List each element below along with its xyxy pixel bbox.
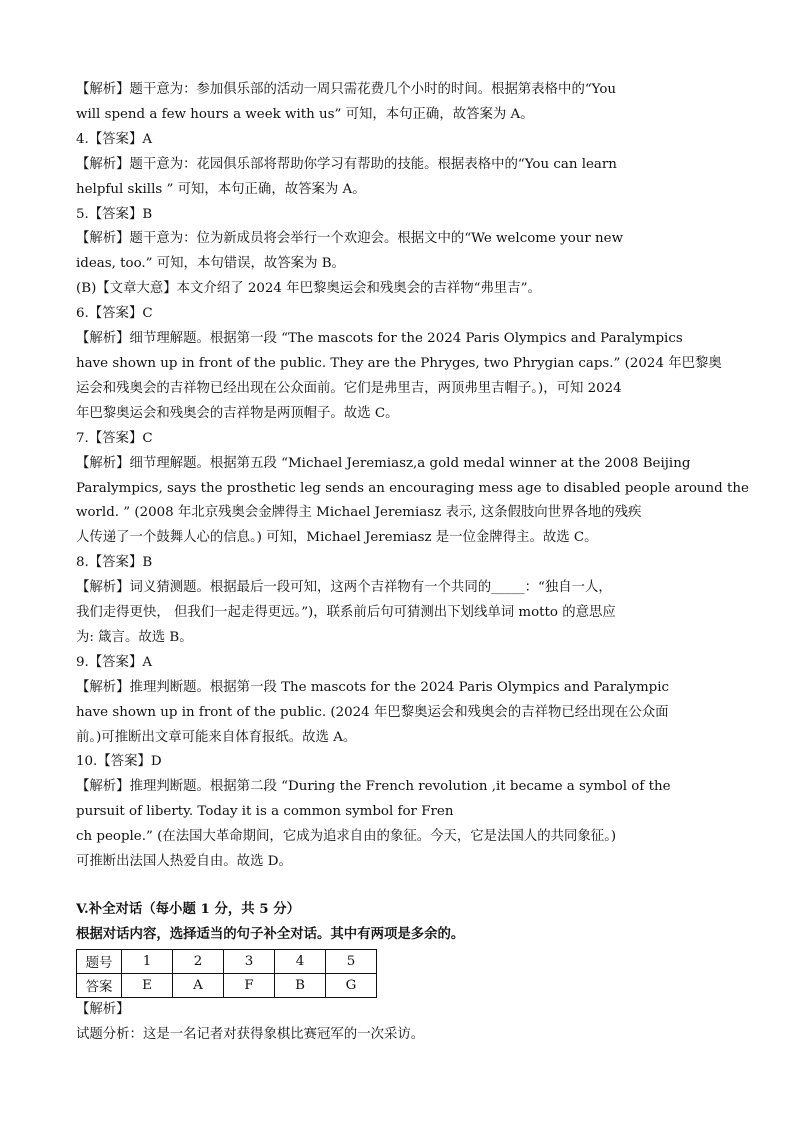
text-line: 10.【答案】D <box>76 754 162 770</box>
text-line: 人传递了一个鼓舞人心的信息。) 可知，Michael Jeremiasz 是一位金牌得主。故选 C。 <box>76 530 598 546</box>
text-line: 可推断出法国人热爱自由。故选 D。 <box>76 854 292 870</box>
text-line: 5.【答案】B <box>76 206 153 222</box>
text-line: Paralympics, says the prosthetic leg sends an encouraging mess age to disabled people around the <box>76 480 749 496</box>
table-cell: 3 <box>224 949 275 973</box>
answer-table <box>76 949 377 998</box>
table-cell: A <box>173 973 224 997</box>
table-row <box>77 949 377 973</box>
table-cell: E <box>122 973 173 997</box>
section-title: V.补全对话（每小题 1 分，共 5 分） <box>76 901 301 917</box>
answer-explanation-page <box>76 78 749 1048</box>
text-line: 我们走得更快， 但我们一起走得更远。”)，联系前后句可猜测出下划线单词 motto 的意思应 <box>76 605 616 621</box>
explanation-body <box>76 78 749 875</box>
analysis-text: 试题分析：这是一名记者对获得象棋比赛冠军的一次采访。 <box>76 1026 425 1042</box>
text-line: 4.【答案】A <box>76 131 153 147</box>
text-line: 7.【答案】C <box>76 430 153 446</box>
text-line: 【解析】词义猜测题。根据最后一段可知，这两个吉祥物有一个共同的_____：“独自一人， <box>76 580 612 596</box>
text-line: ideas, too.” 可知，本句错误，故答案为 B。 <box>76 256 345 272</box>
text-line: (B)【文章大意】本文介绍了 2024 年巴黎奥运会和残奥会的吉祥物“弗里吉”。 <box>76 281 541 297</box>
text-line: 【解析】推理判断题。根据第一段 The mascots for the 2024 Paris Olympics and Paralympic <box>76 679 669 695</box>
text-line: helpful skills ” 可知，本句正确，故答案为 A。 <box>76 181 366 197</box>
table-cell: G <box>326 973 377 997</box>
text-line: 9.【答案】A <box>76 654 153 670</box>
text-line: will spend a few hours a week with us” 可知，本句正确，故答案为 A。 <box>76 106 534 122</box>
text-line: world. ” (2008 年北京残奥会金牌得主 Michael Jeremiasz 表示, 这条假肢向世界各地的残疾 <box>76 505 642 521</box>
text-line: 8.【答案】B <box>76 555 153 571</box>
table-answer-label: 答案 <box>77 973 122 997</box>
section-instruction: 根据对话内容，选择适当的句子补全对话。其中有两项是多余的。 <box>76 925 465 942</box>
table-cell: 1 <box>122 949 173 973</box>
table-row <box>77 973 377 997</box>
text-line: 【解析】题干意为：参加俱乐部的活动一周只需花费几个小时的时间。根据第表格中的“You <box>76 82 617 97</box>
table-cell: F <box>224 973 275 997</box>
table-cell: 4 <box>275 949 326 973</box>
text-line: 【解析】推理判断题。根据第二段 “During the French revolution ,it became a symbol of the <box>76 779 671 795</box>
analysis-label: 【解析】 <box>76 1001 130 1017</box>
text-line: 为: 箴言。故选 B。 <box>76 629 193 645</box>
table-cell: B <box>275 973 326 997</box>
text-line: have shown up in front of the public. (2024 年巴黎奥运会和残奥会的吉祥物已经出现在公众面 <box>76 704 669 720</box>
text-line: 6.【答案】C <box>76 306 153 322</box>
text-line: 运会和残奥会的吉祥物已经出现在公众面前。它们是弗里吉，两顶弗里吉帽子。)，可知 2024 <box>76 380 622 396</box>
text-line: 年巴黎奥运会和残奥会的吉祥物是两顶帽子。故选 C。 <box>76 405 399 421</box>
table-cell: 2 <box>173 949 224 973</box>
table-header-label: 题号 <box>77 949 122 973</box>
table-cell: 5 <box>326 949 377 973</box>
text-line: 【解析】题干意为：花园俱乐部将帮助你学习有帮助的技能。根据表格中的“You can learn <box>76 156 617 172</box>
text-line: 前。)可推断出文章可能来自体育报纸。故选 A。 <box>76 729 357 745</box>
text-line: ch people.” (在法国大革命期间，它成为追求自由的象征。今天，它是法国人的共同象征。) <box>76 829 617 845</box>
text-line: 【解析】细节理解题。根据第一段 “The mascots for the 2024 Paris Olympics and Paralympics <box>76 331 683 347</box>
text-line: 【解析】题干意为：位为新成员将会举行一个欢迎会。根据文中的“We welcome your new <box>76 231 624 247</box>
text-line: pursuit of liberty. Today it is a common symbol for Fren <box>76 804 454 820</box>
text-line: 【解析】细节理解题。根据第五段 “Michael Jeremiasz,a gold medal winner at the 2008 Beijing <box>76 455 691 471</box>
text-line: have shown up in front of the public. They are the Phryges, two Phrygian caps.” (2024 年巴黎奥 <box>76 355 722 371</box>
